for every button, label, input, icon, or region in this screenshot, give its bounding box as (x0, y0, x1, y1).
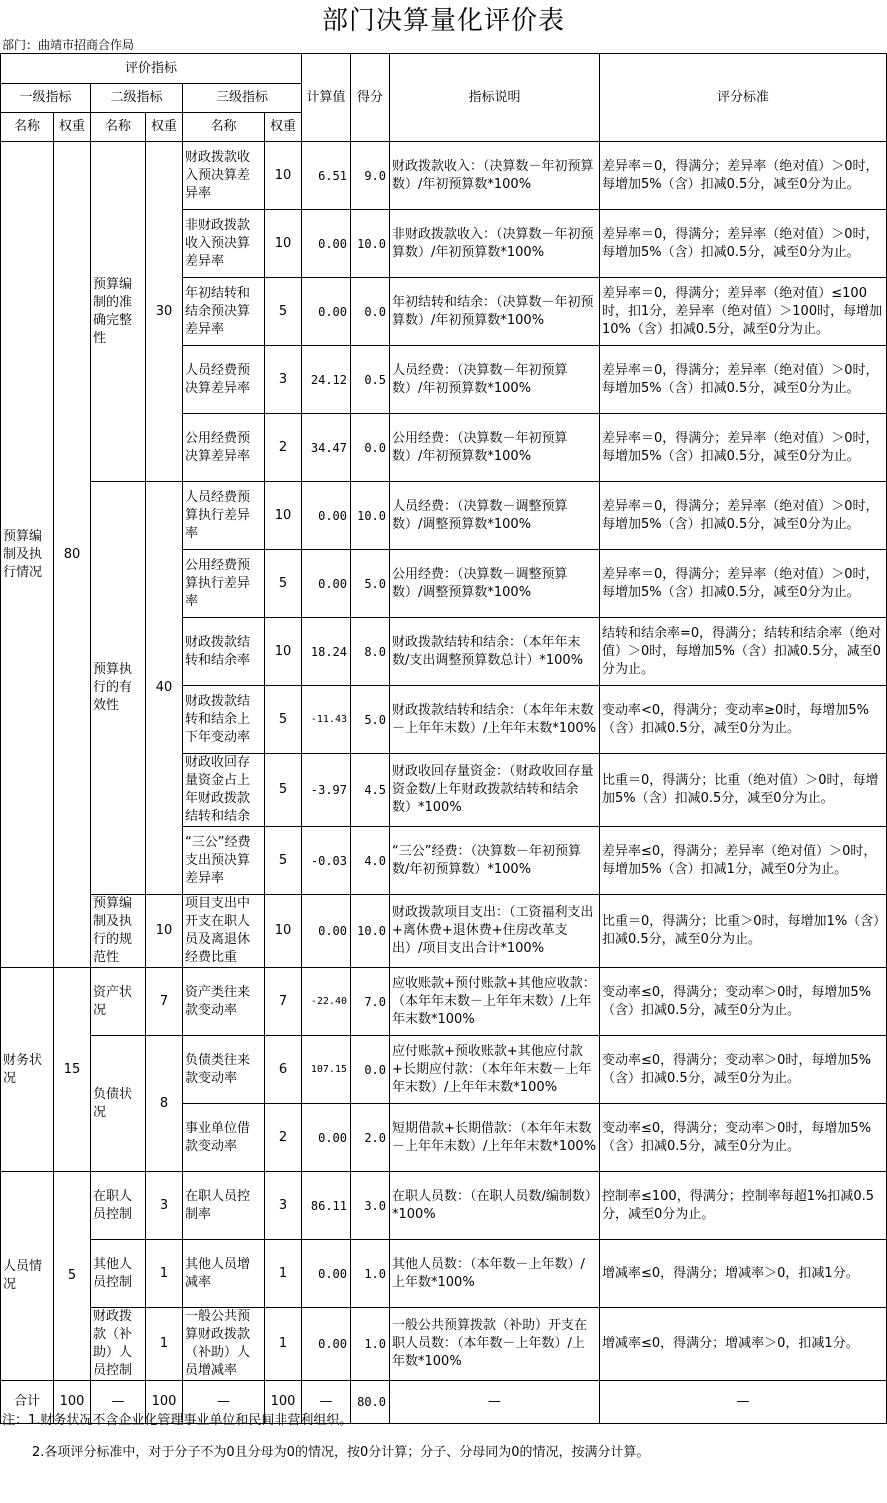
indicator-description: 人员经费：（决算数－调整预算数）/调整预算数*100% (390, 482, 600, 550)
indicator-description: 财政拨款收入：（决算数－年初预算数）/年初预算数*100% (390, 142, 600, 210)
indicator-description: 在职人员数：（在职人员数/编制数）*100% (390, 1172, 600, 1240)
score-value: 3.0 (351, 1172, 390, 1240)
score-value: 2.0 (351, 1104, 390, 1172)
score-value: 5.0 (351, 686, 390, 754)
scoring-criteria: 变动率<0，得满分；变动率≥0时，每增加5%（含）扣减0.5分，减至0分为止。 (600, 686, 887, 754)
level1-weight: 80 (54, 142, 91, 968)
evaluation-table (0, 53, 887, 1424)
level3-weight: 6 (265, 1036, 302, 1104)
scoring-criteria: 差异率＝0，得满分；差异率（绝对值）＞0时，每增加5%（含）扣减0.5分，减至0分为止。 (600, 482, 887, 550)
table-row (1, 968, 887, 1036)
header-score: 得分 (351, 54, 390, 142)
level2-name: 在职人员控制 (91, 1172, 146, 1240)
total-weight-level1: 100 (54, 1381, 91, 1424)
score-value: 10.0 (351, 482, 390, 550)
level2-name: 财政拨款（补助）人员控制 (91, 1308, 146, 1381)
department-label: 部门：曲靖市招商合作局 (2, 38, 135, 52)
indicator-description: 其他人员数：（本年数－上年数）/上年数*100% (390, 1240, 600, 1308)
level2-weight: 1 (146, 1308, 183, 1381)
table-row (1, 482, 887, 550)
total-dash: — (390, 1381, 600, 1424)
scoring-criteria: 控制率≤100，得满分；控制率每超1%扣减0.5分，减至0分为止。 (600, 1172, 887, 1240)
level2-weight: 10 (146, 895, 183, 968)
level2-name: 预算编制的准确完整性 (91, 142, 146, 482)
level2-weight: 1 (146, 1240, 183, 1308)
level3-weight: 5 (265, 686, 302, 754)
level3-name: 资产类往来款变动率 (183, 968, 265, 1036)
calc-value: 0.00 (302, 895, 351, 968)
table-row (1, 895, 887, 968)
total-dash: — (302, 1381, 351, 1424)
score-value: 0.0 (351, 1036, 390, 1104)
calc-value: 24.12 (302, 346, 351, 414)
score-value: 9.0 (351, 142, 390, 210)
level3-name: 其他人员增减率 (183, 1240, 265, 1308)
level3-weight: 1 (265, 1308, 302, 1381)
note-1: 注：1.财务状况不含企业化管理事业单位和民间非营利组织。 (2, 1413, 353, 1428)
level3-weight: 10 (265, 482, 302, 550)
scoring-criteria: 差异率＝0，得满分；差异率（绝对值）＞0时，每增加5%（含）扣减0.5分，减至0分为止。 (600, 346, 887, 414)
level3-name: 人员经费预算执行差异率 (183, 482, 265, 550)
header-eval-indicator: 评价指标 (1, 54, 302, 84)
header-description: 指标说明 (390, 54, 600, 142)
header-calc-value: 计算值 (302, 54, 351, 142)
score-value: 0.0 (351, 278, 390, 346)
indicator-description: 财政拨款结转和结余：（本年年末数/支出调整预算数总计）*100% (390, 618, 600, 686)
level3-name: 负债类往来款变动率 (183, 1036, 265, 1104)
scoring-criteria: 变动率≤0，得满分；变动率＞0时，每增加5%（含）扣减0.5分，减至0分为止。 (600, 1036, 887, 1104)
total-score: 80.0 (351, 1381, 390, 1424)
calc-value: 0.00 (302, 1240, 351, 1308)
scoring-criteria: 差异率＝0，得满分；差异率（绝对值）≤100时，扣1分，差异率（绝对值）＞100时，每增加10%（含）扣减0.5分，减至0分为止。 (600, 278, 887, 346)
level3-name: 人员经费预决算差异率 (183, 346, 265, 414)
indicator-description: 短期借款+长期借款：（本年年末数－上年年末数）/上年年末数*100% (390, 1104, 600, 1172)
header-weight: 权重 (265, 113, 302, 142)
scoring-criteria: 比重＝0，得满分；比重＞0时，每增加1%（含）扣减0.5分，减至0分为止。 (600, 895, 887, 968)
indicator-description: 非财政拨款收入：（决算数－年初预算数）/年初预算数*100% (390, 210, 600, 278)
score-value: 10.0 (351, 210, 390, 278)
calc-value: 0.00 (302, 482, 351, 550)
calc-value: 0.00 (302, 210, 351, 278)
total-dash: — (600, 1381, 887, 1424)
level3-name: 公用经费预决算差异率 (183, 414, 265, 482)
table-row (1, 1308, 887, 1381)
score-value: 7.0 (351, 968, 390, 1036)
level3-name: 财政拨款结转和结余率 (183, 618, 265, 686)
level3-weight: 10 (265, 895, 302, 968)
scoring-criteria: 变动率≤0，得满分；变动率＞0时，每增加5%（含）扣减0.5分，减至0分为止。 (600, 1104, 887, 1172)
scoring-criteria: 差异率＝0，得满分；差异率（绝对值）＞0时，每增加5%（含）扣减0.5分，减至0分为止。 (600, 414, 887, 482)
header-name: 名称 (91, 113, 146, 142)
level1-weight: 5 (54, 1172, 91, 1381)
header-name: 名称 (183, 113, 265, 142)
table-row (1, 1172, 887, 1240)
indicator-description: 财政收回存量资金：（财政收回存量资金数/上年财政拨款结转和结余数）*100% (390, 754, 600, 827)
calc-value: -3.97 (302, 754, 351, 827)
calc-value: 18.24 (302, 618, 351, 686)
level3-weight: 3 (265, 346, 302, 414)
header-criteria: 评分标准 (600, 54, 887, 142)
level1-weight: 15 (54, 968, 91, 1172)
indicator-description: 财政拨款项目支出：（工资福利支出+离休费+退休费+住房改革支出）/项目支出合计*100% (390, 895, 600, 968)
calc-value: -22.40 (302, 968, 351, 1036)
calc-value: -0.03 (302, 827, 351, 895)
level3-weight: 3 (265, 1172, 302, 1240)
calc-value: 86.11 (302, 1172, 351, 1240)
scoring-criteria: 结转和结余率=0，得满分；结转和结余率（绝对值）＞0时，每增加5%（含）扣减0.5分，减至0分为止。 (600, 618, 887, 686)
score-value: 4.5 (351, 754, 390, 827)
level3-weight: 5 (265, 827, 302, 895)
header-weight: 权重 (146, 113, 183, 142)
level3-name: 在职人员控制率 (183, 1172, 265, 1240)
calc-value: 6.51 (302, 142, 351, 210)
level3-weight: 10 (265, 210, 302, 278)
score-value: 8.0 (351, 618, 390, 686)
level2-name: 预算执行的有效性 (91, 482, 146, 895)
level2-weight: 3 (146, 1172, 183, 1240)
level3-name: 财政收回存量资金占上年财政拨款结转和结余 (183, 754, 265, 827)
indicator-description: 公用经费：（决算数－年初预算数）/年初预算数*100% (390, 414, 600, 482)
level3-name: 一般公共预算财政拨款（补助）人员增减率 (183, 1308, 265, 1381)
level2-name: 资产状况 (91, 968, 146, 1036)
score-value: 5.0 (351, 550, 390, 618)
scoring-criteria: 增减率≤0，得满分；增减率＞0，扣减1分。 (600, 1308, 887, 1381)
score-value: 0.0 (351, 414, 390, 482)
level1-name: 预算编制及执行情况 (1, 142, 54, 968)
total-weight-level2: 100 (146, 1381, 183, 1424)
scoring-criteria: 比重＝0，得满分；比重（绝对值）＞0时，每增加5%（含）扣减0.5分，减至0分为止。 (600, 754, 887, 827)
calc-value: 107.15 (302, 1036, 351, 1104)
score-value: 4.0 (351, 827, 390, 895)
level2-weight: 40 (146, 482, 183, 895)
level3-weight: 10 (265, 142, 302, 210)
level3-weight: 7 (265, 968, 302, 1036)
scoring-criteria: 差异率＝0，得满分；差异率（绝对值）＞0时，每增加5%（含）扣减0.5分，减至0分为止。 (600, 550, 887, 618)
calc-value: 0.00 (302, 278, 351, 346)
level3-name: 财政拨款收入预决算差异率 (183, 142, 265, 210)
header-level1: 一级指标 (1, 84, 91, 113)
level3-weight: 5 (265, 278, 302, 346)
level2-weight: 7 (146, 968, 183, 1036)
indicator-description: 应付账款+预收账款+其他应付款+长期应付款：（本年年末数－上年年末数）/上年年末数*100% (390, 1036, 600, 1104)
page-title: 部门决算量化评价表 (321, 6, 565, 36)
level2-weight: 30 (146, 142, 183, 482)
calc-value: 0.00 (302, 1308, 351, 1381)
scoring-criteria: 差异率＝0，得满分；差异率（绝对值）＞0时，每增加5%（含）扣减0.5分，减至0分为止。 (600, 142, 887, 210)
level3-weight: 5 (265, 550, 302, 618)
level1-name: 财务状况 (1, 968, 54, 1172)
calc-value: -11.43 (302, 686, 351, 754)
total-label: 合计 (1, 1381, 54, 1424)
level2-name: 负债状况 (91, 1036, 146, 1172)
total-weight-level3: 100 (265, 1381, 302, 1424)
level3-weight: 1 (265, 1240, 302, 1308)
level3-name: 年初结转和结余预决算差异率 (183, 278, 265, 346)
level3-name: “三公”经费支出预决算差异率 (183, 827, 265, 895)
level3-name: 项目支出中开支在职人员及离退休经费比重 (183, 895, 265, 968)
score-value: 1.0 (351, 1308, 390, 1381)
level3-name: 非财政拨款收入预决算差异率 (183, 210, 265, 278)
total-dash: — (183, 1381, 265, 1424)
scoring-criteria: 变动率≤0，得满分；变动率＞0时，每增加5%（含）扣减0.5分，减至0分为止。 (600, 968, 887, 1036)
header-name: 名称 (1, 113, 54, 142)
level3-name: 事业单位借款变动率 (183, 1104, 265, 1172)
total-dash: — (91, 1381, 146, 1424)
indicator-description: 年初结转和结余：（决算数－年初预算数）/年初预算数*100% (390, 278, 600, 346)
level1-name: 人员情况 (1, 1172, 54, 1381)
score-value: 0.5 (351, 346, 390, 414)
scoring-criteria: 增减率≤0，得满分；增减率＞0，扣减1分。 (600, 1240, 887, 1308)
indicator-description: 一般公共预算拨款（补助）开支在职人员数：（本年数－上年数）/上年数*100% (390, 1308, 600, 1381)
indicator-description: 应收账款+预付账款+其他应收款：（本年年末数－上年年末数）/上年年末数*100% (390, 968, 600, 1036)
calc-value: 0.00 (302, 1104, 351, 1172)
scoring-criteria: 差异率≤0，得满分；差异率（绝对值）＞0时，每增加5%（含）扣减1分，减至0分为止。 (600, 827, 887, 895)
level2-name: 预算编制及执行的规范性 (91, 895, 146, 968)
score-value: 10.0 (351, 895, 390, 968)
level3-weight: 2 (265, 1104, 302, 1172)
level3-weight: 5 (265, 754, 302, 827)
level3-weight: 10 (265, 618, 302, 686)
indicator-description: 人员经费：（决算数－年初预算数）/年初预算数*100% (390, 346, 600, 414)
header-level3: 三级指标 (183, 84, 302, 113)
score-value: 1.0 (351, 1240, 390, 1308)
note-2: 2.各项评分标准中，对于分子不为0且分母为0的情况，按0分计算；分子、分母同为0的情况，按满分计算。 (32, 1445, 650, 1460)
table-row (1, 142, 887, 210)
table-row (1, 1036, 887, 1104)
level2-weight: 8 (146, 1036, 183, 1172)
calc-value: 0.00 (302, 550, 351, 618)
level2-name: 其他人员控制 (91, 1240, 146, 1308)
indicator-description: 财政拨款结转和结余：（本年年末数－上年年末数）/上年年末数*100% (390, 686, 600, 754)
header-weight: 权重 (54, 113, 91, 142)
level3-weight: 2 (265, 414, 302, 482)
scoring-criteria: 差异率＝0，得满分；差异率（绝对值）＞0时，每增加5%（含）扣减0.5分，减至0分为止。 (600, 210, 887, 278)
level3-name: 财政拨款结转和结余上下年变动率 (183, 686, 265, 754)
level3-name: 公用经费预算执行差异率 (183, 550, 265, 618)
header-level2: 二级指标 (91, 84, 183, 113)
calc-value: 34.47 (302, 414, 351, 482)
indicator-description: “三公”经费：（决算数－年初预算数/年初预算数）*100% (390, 827, 600, 895)
table-row (1, 1240, 887, 1308)
indicator-description: 公用经费：（决算数－调整预算数）/调整预算数*100% (390, 550, 600, 618)
